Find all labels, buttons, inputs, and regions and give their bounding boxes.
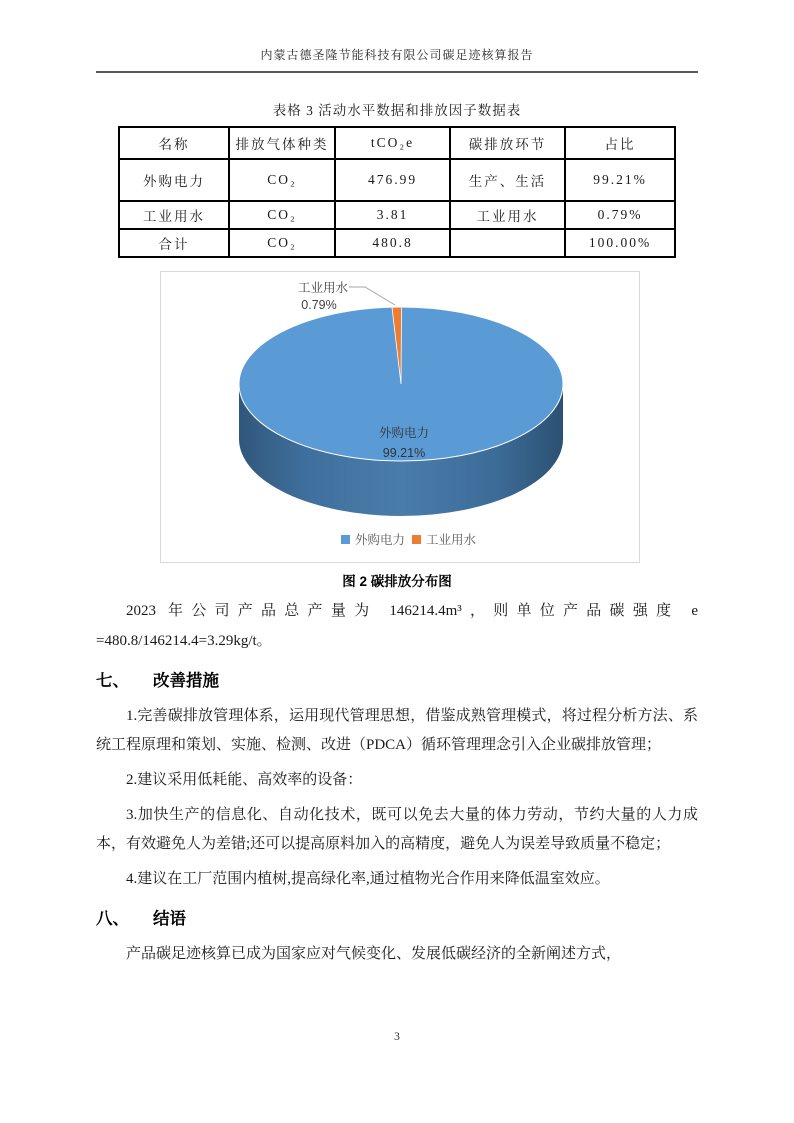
table-title: 表格 3 活动水平数据和排放因子数据表 — [272, 103, 522, 118]
section-number: 八、 — [96, 910, 129, 928]
pie-chart-panel — [160, 271, 640, 563]
col-header-name: 名称 — [119, 127, 229, 159]
chart-legend — [341, 532, 477, 547]
paragraph-measure-2: 2.建议采用低耗能、高效率的设备： — [126, 772, 363, 788]
paragraph-measure-1: 1.完善碳排放管理体系，运用现代管理思想，借鉴成熟管理模式，将过程分析方法、系统工程原理和策划、实施、检测、改进（PDCA）循环管理理念引入企业碳排放管理； — [96, 708, 698, 753]
slice-category-label: 外购电力 — [378, 426, 430, 440]
section-number: 七、 — [96, 672, 129, 690]
section-heading-conclusion — [96, 908, 698, 930]
col-header-stage: 碳排放环节 — [450, 127, 565, 159]
paragraph-production-line2: =480.8/146214.4=3.29kg/t。 — [96, 633, 272, 649]
leader-line — [349, 287, 395, 305]
cell-share: 99.21% — [565, 159, 675, 201]
cell-tco2e: 3.81 — [335, 201, 450, 229]
legend-swatch-water — [412, 535, 421, 544]
cell-share: 100.00% — [565, 229, 675, 257]
running-header — [96, 46, 698, 73]
paragraph-measure-4: 4.建议在工厂范围内植树,提高绿化率,通过植物光合作用来降低温室效应。 — [126, 871, 610, 887]
table-row-total — [119, 229, 675, 257]
table-row — [119, 201, 675, 229]
cell-stage — [450, 229, 565, 257]
section-title: 改善措施 — [153, 672, 219, 690]
cell-stage: 工业用水 — [450, 201, 565, 229]
legend-swatch-electricity — [341, 535, 350, 544]
cell-gas: CO₂ — [229, 229, 335, 257]
header-title: 内蒙古德圣隆节能科技有限公司碳足迹核算报告 — [260, 48, 534, 62]
cell-name: 外购电力 — [119, 159, 229, 201]
cell-stage: 生产、生活 — [450, 159, 565, 201]
cell-tco2e: 476.99 — [335, 159, 450, 201]
table-header-row — [119, 127, 675, 159]
section-heading-improvements — [96, 670, 698, 692]
col-header-share: 占比 — [565, 127, 675, 159]
cell-tco2e: 480.8 — [335, 229, 450, 257]
legend-label-electricity: 外购电力 — [355, 533, 406, 547]
paragraph-production-line1: 2023 年公司产品总产量为 146214.4m³，则单位产品碳强度 e — [126, 603, 698, 619]
cell-name: 工业用水 — [119, 201, 229, 229]
figure-caption: 图 2 碳排放分布图 — [342, 574, 452, 589]
page-number: 3 — [394, 1031, 400, 1043]
cell-gas: CO₂ — [229, 201, 335, 229]
table-row — [119, 159, 675, 201]
paragraph-conclusion: 产品碳足迹核算已成为国家应对气候变化、发展低碳经济的全新阐述方式， — [126, 946, 622, 962]
callout-percent-label: 0.79% — [301, 298, 337, 312]
legend-label-water: 工业用水 — [426, 533, 477, 547]
slice-percent-label: 99.21% — [382, 446, 426, 460]
cell-name: 合计 — [119, 229, 229, 257]
col-header-tco2e: tCO₂e — [335, 127, 450, 159]
section-title: 结语 — [153, 910, 186, 928]
cell-share: 0.79% — [565, 201, 675, 229]
paragraph-measure-3: 3.加快生产的信息化、自动化技术，既可以免去大量的体力劳动，节约大量的人力成本，有效避免人为差错;还可以提高原料加入的高精度，避免人为误差导致质量不稳定； — [96, 807, 698, 852]
paragraph-production — [96, 596, 698, 656]
pie-chart-3d — [161, 272, 639, 562]
col-header-gas: 排放气体种类 — [229, 127, 335, 159]
cell-gas: CO₂ — [229, 159, 335, 201]
emission-data-table — [118, 126, 676, 258]
callout-category-label: 工业用水 — [297, 281, 349, 295]
